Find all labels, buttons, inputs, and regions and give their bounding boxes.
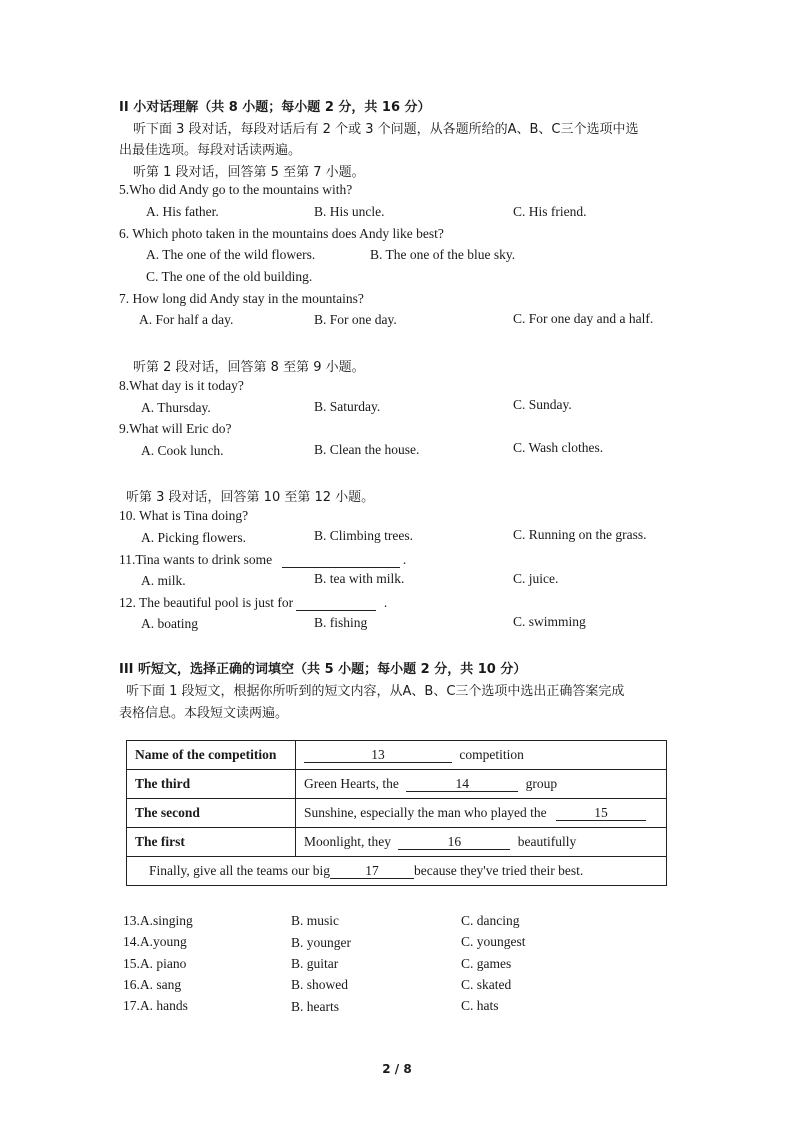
section-3-title: III 听短文，选择正确的词填空（共 5 小题；每小题 2 分，共 10 分） [119,662,527,677]
question-11-end: . [402,552,407,567]
option-7c: C. For one day and a half. [513,311,654,326]
option-17c: C. hats [461,998,499,1013]
question-5: 5.Who did Andy go to the mountains with? [119,182,353,197]
row-content-name [296,741,667,770]
option-5a: A. His father. [146,204,219,219]
section-3-instruction-line2: 表格信息。本段短文读两遍。 [119,706,289,721]
option-7b: B. For one day. [314,312,397,327]
question-11 [119,552,406,568]
question-11-text: 11.Tina wants to drink some [119,552,273,567]
question-12 [119,595,387,611]
question-9: 9.What will Eric do? [119,421,232,436]
option-12a: A. boating [141,616,198,631]
dialogue-2-instruction: 听第 2 段对话，回答第 8 至第 9 小题。 [133,360,365,375]
option-6a: A. The one of the wild flowers. [146,247,316,262]
section-2-title: II 小对话理解（共 8 小题；每小题 2 分，共 16 分） [119,100,431,115]
option-13b: B. music [291,913,340,928]
option-7a: A. For half a day. [139,312,234,327]
row-text-after-16: beautifully [517,834,577,849]
table-row [127,799,667,828]
row-label-third: The third [127,770,296,799]
option-9a: A. Cook lunch. [141,443,224,458]
row-text-after-17: because they've tried their best. [413,863,584,878]
option-16c: C. skated [461,977,512,992]
option-8b: B. Saturday. [314,399,381,414]
option-5c: C. His friend. [513,204,587,219]
table-row [127,770,667,799]
option-16a: 16.A. sang [123,977,182,992]
option-13a: 13.A.singing [123,913,193,928]
option-12b: B. fishing [314,615,368,630]
question-8: 8.What day is it today? [119,378,244,393]
row-text-after-13: competition [459,747,524,762]
question-6: 6. Which photo taken in the mountains does Andy like best? [119,226,444,241]
option-15b: B. guitar [291,956,339,971]
option-16b: B. showed [291,977,348,992]
option-17a: 17.A. hands [123,998,188,1013]
row-label-second: The second [127,799,296,828]
row-content-third [296,770,667,799]
option-17b: B. hearts [291,999,339,1014]
option-14a: 14.A.young [123,934,187,949]
row-content-final [127,857,667,886]
option-10a: A. Picking flowers. [141,530,246,545]
question-12-end: . [383,595,388,610]
row-text-before-15: Sunshine, especially the man who played the [304,805,547,820]
option-8c: C. Sunday. [513,397,572,412]
row-label-first: The first [127,828,296,857]
option-10b: B. Climbing trees. [314,528,413,543]
page-number: 2 / 8 [382,1062,412,1076]
option-12c: C. swimming [513,614,586,629]
option-6b: B. The one of the blue sky. [370,247,516,262]
row-text-after-14: group [525,776,558,791]
answer-blank-11 [282,553,400,568]
answer-blank-12 [296,596,376,611]
dialogue-1-instruction: 听第 1 段对话，回答第 5 至第 7 小题。 [133,165,365,180]
question-7: 7. How long did Andy stay in the mountains? [119,291,364,306]
option-15c: C. games [461,956,512,971]
row-text-before-16: Moonlight, they [304,834,391,849]
blank-16: 16 [398,835,510,850]
blank-13: 13 [304,748,452,763]
table-row [127,741,667,770]
option-14b: B. younger [291,935,351,950]
option-6c: C. The one of the old building. [146,269,313,284]
row-label-name: Name of the competition [127,741,296,770]
row-content-second [296,799,667,828]
dialogue-3-instruction: 听第 3 段对话，回答第 10 至第 12 小题。 [126,490,375,505]
row-text-before-14: Green Hearts, the [304,776,399,791]
option-9b: B. Clean the house. [314,442,420,457]
option-11b: B. tea with milk. [314,571,405,586]
competition-table [126,740,667,886]
table-row [127,857,667,886]
blank-17: 17 [330,864,414,879]
option-10c: C. Running on the grass. [513,527,647,542]
question-10: 10. What is Tina doing? [119,508,249,523]
row-text-before-17: Finally, give all the teams our big [149,863,330,878]
table-row [127,828,667,857]
option-11a: A. milk. [141,573,186,588]
option-14c: C. youngest [461,934,526,949]
question-12-text: 12. The beautiful pool is just for [119,595,294,610]
option-13c: C. dancing [461,913,520,928]
blank-15: 15 [556,806,646,821]
blank-14: 14 [406,777,518,792]
option-15a: 15.A. piano [123,956,187,971]
option-8a: A. Thursday. [141,400,211,415]
option-5b: B. His uncle. [314,204,385,219]
section-2-instruction-line1: 听下面 3 段对话，每段对话后有 2 个或 3 个问题，从各题所给的A、B、C三个选项中选 [133,122,639,137]
option-11c: C. juice. [513,571,559,586]
section-3-instruction-line1: 听下面 1 段短文，根据你所听到的短文内容，从A、B、C三个选项中选出正确答案完成 [126,684,625,699]
section-2-instruction-line2: 出最佳选项。每段对话读两遍。 [119,143,302,158]
row-content-first [296,828,667,857]
option-9c: C. Wash clothes. [513,440,604,455]
